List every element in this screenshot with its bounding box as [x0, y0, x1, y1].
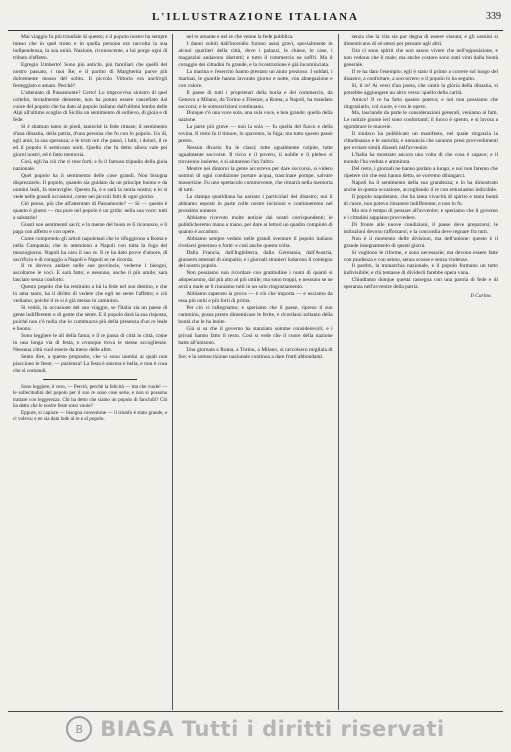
column-middle-body [178, 34, 332, 361]
paragraph: Dalla Francia, dall'Inghilterra, dalla Germania, dall'Austria, giunsero attestati di simpatia; e i giornali stranieri lodarono il contegno del nostro popolo. [178, 249, 333, 270]
paragraph: Non è il momento delle divisioni, ma dell'unione: questo è il grande insegnamento di questi giorni. [343, 235, 498, 249]
watermark-text: BIASA Tutti i diritti riservati [100, 717, 445, 741]
paragraph: I danni subiti dall'incendio furono assai gravi, specialmente in alcuni quartieri della città, dove i palazzi, le chiese, le case, i magazzini andarono distrutti; e tutto il commercio ne soffrì. Ma il coraggio dei cittadini fu grande, e la ricostruzione è già incominciata. [178, 40, 333, 68]
paragraph: Si vogliono le riforme, e sono necessarie; ma devono essere fatte con prudenza e con senno, senza scosse e senza violenze. [343, 249, 498, 263]
paragraph: Una giornata a Roma, a Torino, a Milano, si raccolsero migliaia di lire; e la sottoscrizione nazionale continua a dare frutti abbondanti. [178, 346, 333, 360]
column-left [8, 34, 172, 710]
paragraph: La stampa quotidiana ha narrato i particolari del disastro; noi li abbiamo esposti in parte colle nostre incisioni e continueremo nel prossimo numero. [178, 193, 333, 214]
paragraph: Chiudiamo dunque questa rassegna con una parola di fede e di speranza nell'avvenire della patria. [343, 277, 498, 291]
paragraph: Sono leggiere, è vero, — Perciò, perchè la felicità — ma che vuole! — le sollecitudini del popolo per il suo re sono cose serie, e non si possono trattare con leggerezza. Chi ha detto che siamo un popolo di fanciulli? Chi ha detto che le nostre feste sono vuote? [13, 383, 168, 410]
paragraph: nel re amante e nel re che venne la fede pubblica. [186, 34, 294, 40]
paragraph: La marina e l'esercito hanno prestato un aiuto prezioso. I soldati, i marinai, le guardie hanno lavorato giorno e notte, con abnegazione e con valore. [178, 68, 333, 89]
paragraph: Del resto, i giornali ne hanno parlato a lungo; e noi non faremo che ripetere ciò che essi hanno detto, se vorremo dilungarci. [343, 166, 498, 180]
author-signature: Il Carino. [470, 293, 492, 300]
bottom-rule [8, 711, 503, 712]
column-left-footer-block [13, 384, 167, 423]
paragraph: Abbiamo superato la prova — è ciò che importa — e usciamo da essa più uniti e più forti di prima. [178, 291, 333, 305]
paragraph: La parte più grave — non la sola — fu quella del fuoco e della rovina. Il resto fu il timore, lo spavento, la fuga; ma tutto questo passò presto. [178, 124, 333, 145]
paragraph: Abbiamo sempre veduto nelle grandi sventure il popolo italiano rivelarsi generoso e forte: e così anche questa volta. [178, 235, 333, 249]
paragraph: Mentre nei dintorni la gente accorreva per dare soccorso, si videro uomini di ogni condizione portare acqua, trascinare pompe, salvare masserizie. Fu uno spettacolo commovente, che rimarrà nella memoria di tutti. [178, 166, 333, 193]
page-header [8, 8, 503, 31]
paragraph: Si vedrà, in occasione del suo viaggio, se l'Italia sia un paese di gente indifferente o di gente che sente. E il popolo darà la sua risposta, poiché non c'è nulla che lo commuova più della presenza d'un re leale e buono. [13, 305, 168, 333]
paragraph: Ma, lasciando da parte le considerazioni generali, veniamo ai fatti. Le notizie giunte ieri sono confortanti; il fuoco è spento, e si lavora a sgombrare le macerie. [343, 110, 498, 131]
paragraph: Egregio Umberto! Sono più antichi, più familiari che quelli del nostro passato, i tuoi Re; e il partito di Margherita parve più dolcemente mosso del solito. Il piccolo Vittorio era anch'egli festeggiato e amato. Perchè? [13, 61, 168, 89]
paragraph: Napoli ha il sentimento della sua grandezza; e lo ha dimostrato anche in questa occasione, accogliendo il re con entusiasmo indicibile. [343, 180, 498, 193]
paragraph: Questo popolo che ha restituito a lui la fede nel suo destino, e che lo ama tanto, ha il diritto di vedere che egli ne sente l'affetto; e ciò vediamo, poiché il re si è già messo in cammino. [13, 284, 168, 305]
page-number: 339 [486, 11, 501, 22]
archive-watermark [0, 714, 511, 744]
paragraph: Ciò penso, più che all'attentato di Passamonte? — Si — questo è quanto è giusto — ma pure nel popolo è un grido: nella sua voce: tutti a salutarlo! [13, 200, 168, 221]
column-right [338, 34, 503, 710]
paragraph: Giusti son sentimenti sacri; e la mente del buon re li riconosce, e li paga con affetto e con opere. [13, 221, 168, 235]
paragraph: Sento dire, a questo proposito, che vi sono uomini ai quali non piacciono le feste; — pazienza! La festa è sincera e bella, e non è cosa che si comandi. [13, 353, 168, 374]
text-columns [8, 34, 503, 710]
paragraph: Per ciò ci rallegriamo; e speriamo che il paese, ripreso il suo cammino, possa presto dimenticare le ferite, e ricordarsi soltanto della bontà che le ha lenite. [178, 305, 333, 326]
paragraph: Sì, il re! Ai versi d'un poeta, che cantò la gloria della dinastia, si potrebbe aggiungere un altro verso: quello della carità. [343, 82, 498, 96]
paragraph: Il re ha dato l'esempio: egli è stato il primo a correre sul luogo del disastro, a confortare, a soccorrere; e il popolo lo ha seguito. [343, 68, 498, 82]
paragraph: Mai viaggio fu più trionfale di questo; e il popolo nostro ha sempre inteso che in quel trono e in quella persona era raccolta la sua indipendenza, la sua unità. Nazione, riconoscente, a lui porge ogni dì tributo d'affetto. [13, 34, 168, 61]
paragraph: senza che la vita sia pur degna di essere vissuta; e gli uomini si dimenticano di sé stessi per pensare agli altri. [343, 34, 498, 47]
section-divider [43, 379, 137, 380]
column-middle [172, 34, 337, 710]
paragraph: L'attentato di Passamonte? Certo! Lo improvviso sinistro di quel coltello, brutalmente demente, non ha potuto essere cancellato dal cuore del popolo che ha dato al popolo italiano dall'ultimo lembo delle Alpi all'ultimo scoglio di Sicilia un sentimento di sollievo, di gioia e di fede. [13, 89, 168, 124]
paragraph: Ma ora è tempo di pensare all'avvenire; e speriamo che il governo e i cittadini sappiano provvedere. [343, 207, 498, 221]
paragraph: Sì è sbattuto tanto in piedi, tantoché la fede rimase; il sentimento d'una dinastia, della patria, d'una persona che fu con lo popolo. Un dì, egli amò, la sua speranza; e le tristi ore che passò, i lutti, i dolori, il re ed il popolo li sentivano uniti. Quello che fu detto allora vale pei giorni nostri, ed è fatto memoria. [13, 124, 168, 159]
paragraph: Amico! Il re ha fatto quanto poteva; e noi non possiamo che ringraziarlo, col cuore, e con le opere. [343, 96, 498, 110]
paragraph: Il popolo napoletano, che ha tanta vivacità di spirito e tanta bontà di cuore, non poteva rimanere indifferente; e non lo fu. [343, 193, 498, 207]
paragraph: Il paese di tutti i proprietari della borsa e del commercio, da Genova a Milano, da Torino a Firenze, a Roma, a Napoli, ha mandato soccorsi; e le sottoscrizioni continuano. [178, 89, 333, 110]
publication-title: L'ILLUSTRAZIONE ITALIANA [151, 11, 360, 23]
paragraph: Così, egli ha ciò che ci rese forti: e fu il famoso tripudio della gioia nazionale. [13, 159, 168, 173]
paragraph: Quel popolo ha il sentimento delle cose grandi. Non bisogna disprezzarlo. Il popolo, quando sia guidato da un principe buono e da uomini leali, fa meraviglie. Questo fu, è e sarà la storia nostra; e lo si vede nelle grandi occasioni, come nei piccoli fatti di ogni giorno. [13, 173, 168, 200]
paragraph: Il partito, la monarchia nazionale, e il popolo formano un tutto indivisibile; e chi tentasse di dividerli farebbe opera vana. [343, 263, 498, 277]
paragraph: Il sindaco ha pubblicato un manifesto, nel quale ringrazia la cittadinanza e le autorità; e annuncia che saranno presi provvedimenti per evitare simili disastri nell'avvenire. [343, 131, 498, 152]
column-right-body [344, 34, 498, 291]
paragraph: Come comprendo gli artisti napoletani che lo rifuggirono a Roma e nella Campania; che lo attendono a Napoli con tutta la foga del mezzogiorno. Napoli ha caro il suo re. Il re ha dato prove d'amore, di sacrificio e di coraggio a Napoli e Napoli se ne ricorda. [13, 235, 168, 263]
paragraph: L'Italia ha mostrato ancora una volta di che cosa è capace; e il mondo l'ha veduta e ammirata. [343, 152, 498, 166]
paragraph: Non possiamo non ricordare con gratitudine i nomi di quanti si adoperarono, dal più alto al più umile; ma sono troppi, e nessuno se ne avrà a male se li riuniamo tutti in un solo ringraziamento. [178, 270, 333, 291]
archive-logo-icon: B [66, 716, 92, 742]
paragraph: Abbiamo ricevuto molte notizie dai nostri corrispondenti; le pubblicheremo mano a mano, per dare ai lettori un quadro compiuto di quanto è accaduto. [178, 214, 333, 235]
paragraph: Dunque c'è una voce sola, una sola voce, e ben grande: quella della nazione. [178, 110, 333, 124]
paragraph: Sono leggiere le ali della fama; e il re passa di città in città, come in una lunga via di festa, e ovunque trova le stesse accoglienze. Nessuna città vuol essere da meno delle altre. [13, 332, 168, 353]
paragraph: Eppure, si capisce — bisogna convenirne — il trionfo è stato grande, e ci voleva; e ne sia data lode al re e al popolo. [13, 409, 168, 423]
paragraph: Già si sa che il governo ha stanziato somme considerevoli; e i privati hanno fatto il resto. Così si vede che il cuore della nazione batte all'unisono. [178, 326, 333, 346]
paragraph: Nessun divario fra le classi; tutte ugualmente colpite, tutte ugualmente soccorse. Il ricco e il povero, il nobile e il plebeo si trovarono insieme, e si aiutarono l'un l'altro. [178, 145, 333, 166]
paragraph: Il re doveva andare nelle sue provincie, vederne i bisogni, ascoltarne le voci. E sarà fatto; e nessuno, anche il più umile, sarà lasciato senza conforto. [13, 263, 168, 284]
paragraph: Di fronte alle nuove condizioni, il paese deve prepararsi; le istituzioni devono rafforzarsi; e la concordia deve regnare fra tutti. [343, 221, 498, 235]
column-left-body [13, 34, 167, 375]
paragraph: Ora ci sono spiriti che non sanno vivere che nell'opposizione, e non vedono che il male; ma anche costoro sono stati vinti dalla bontà generale. [343, 47, 498, 68]
